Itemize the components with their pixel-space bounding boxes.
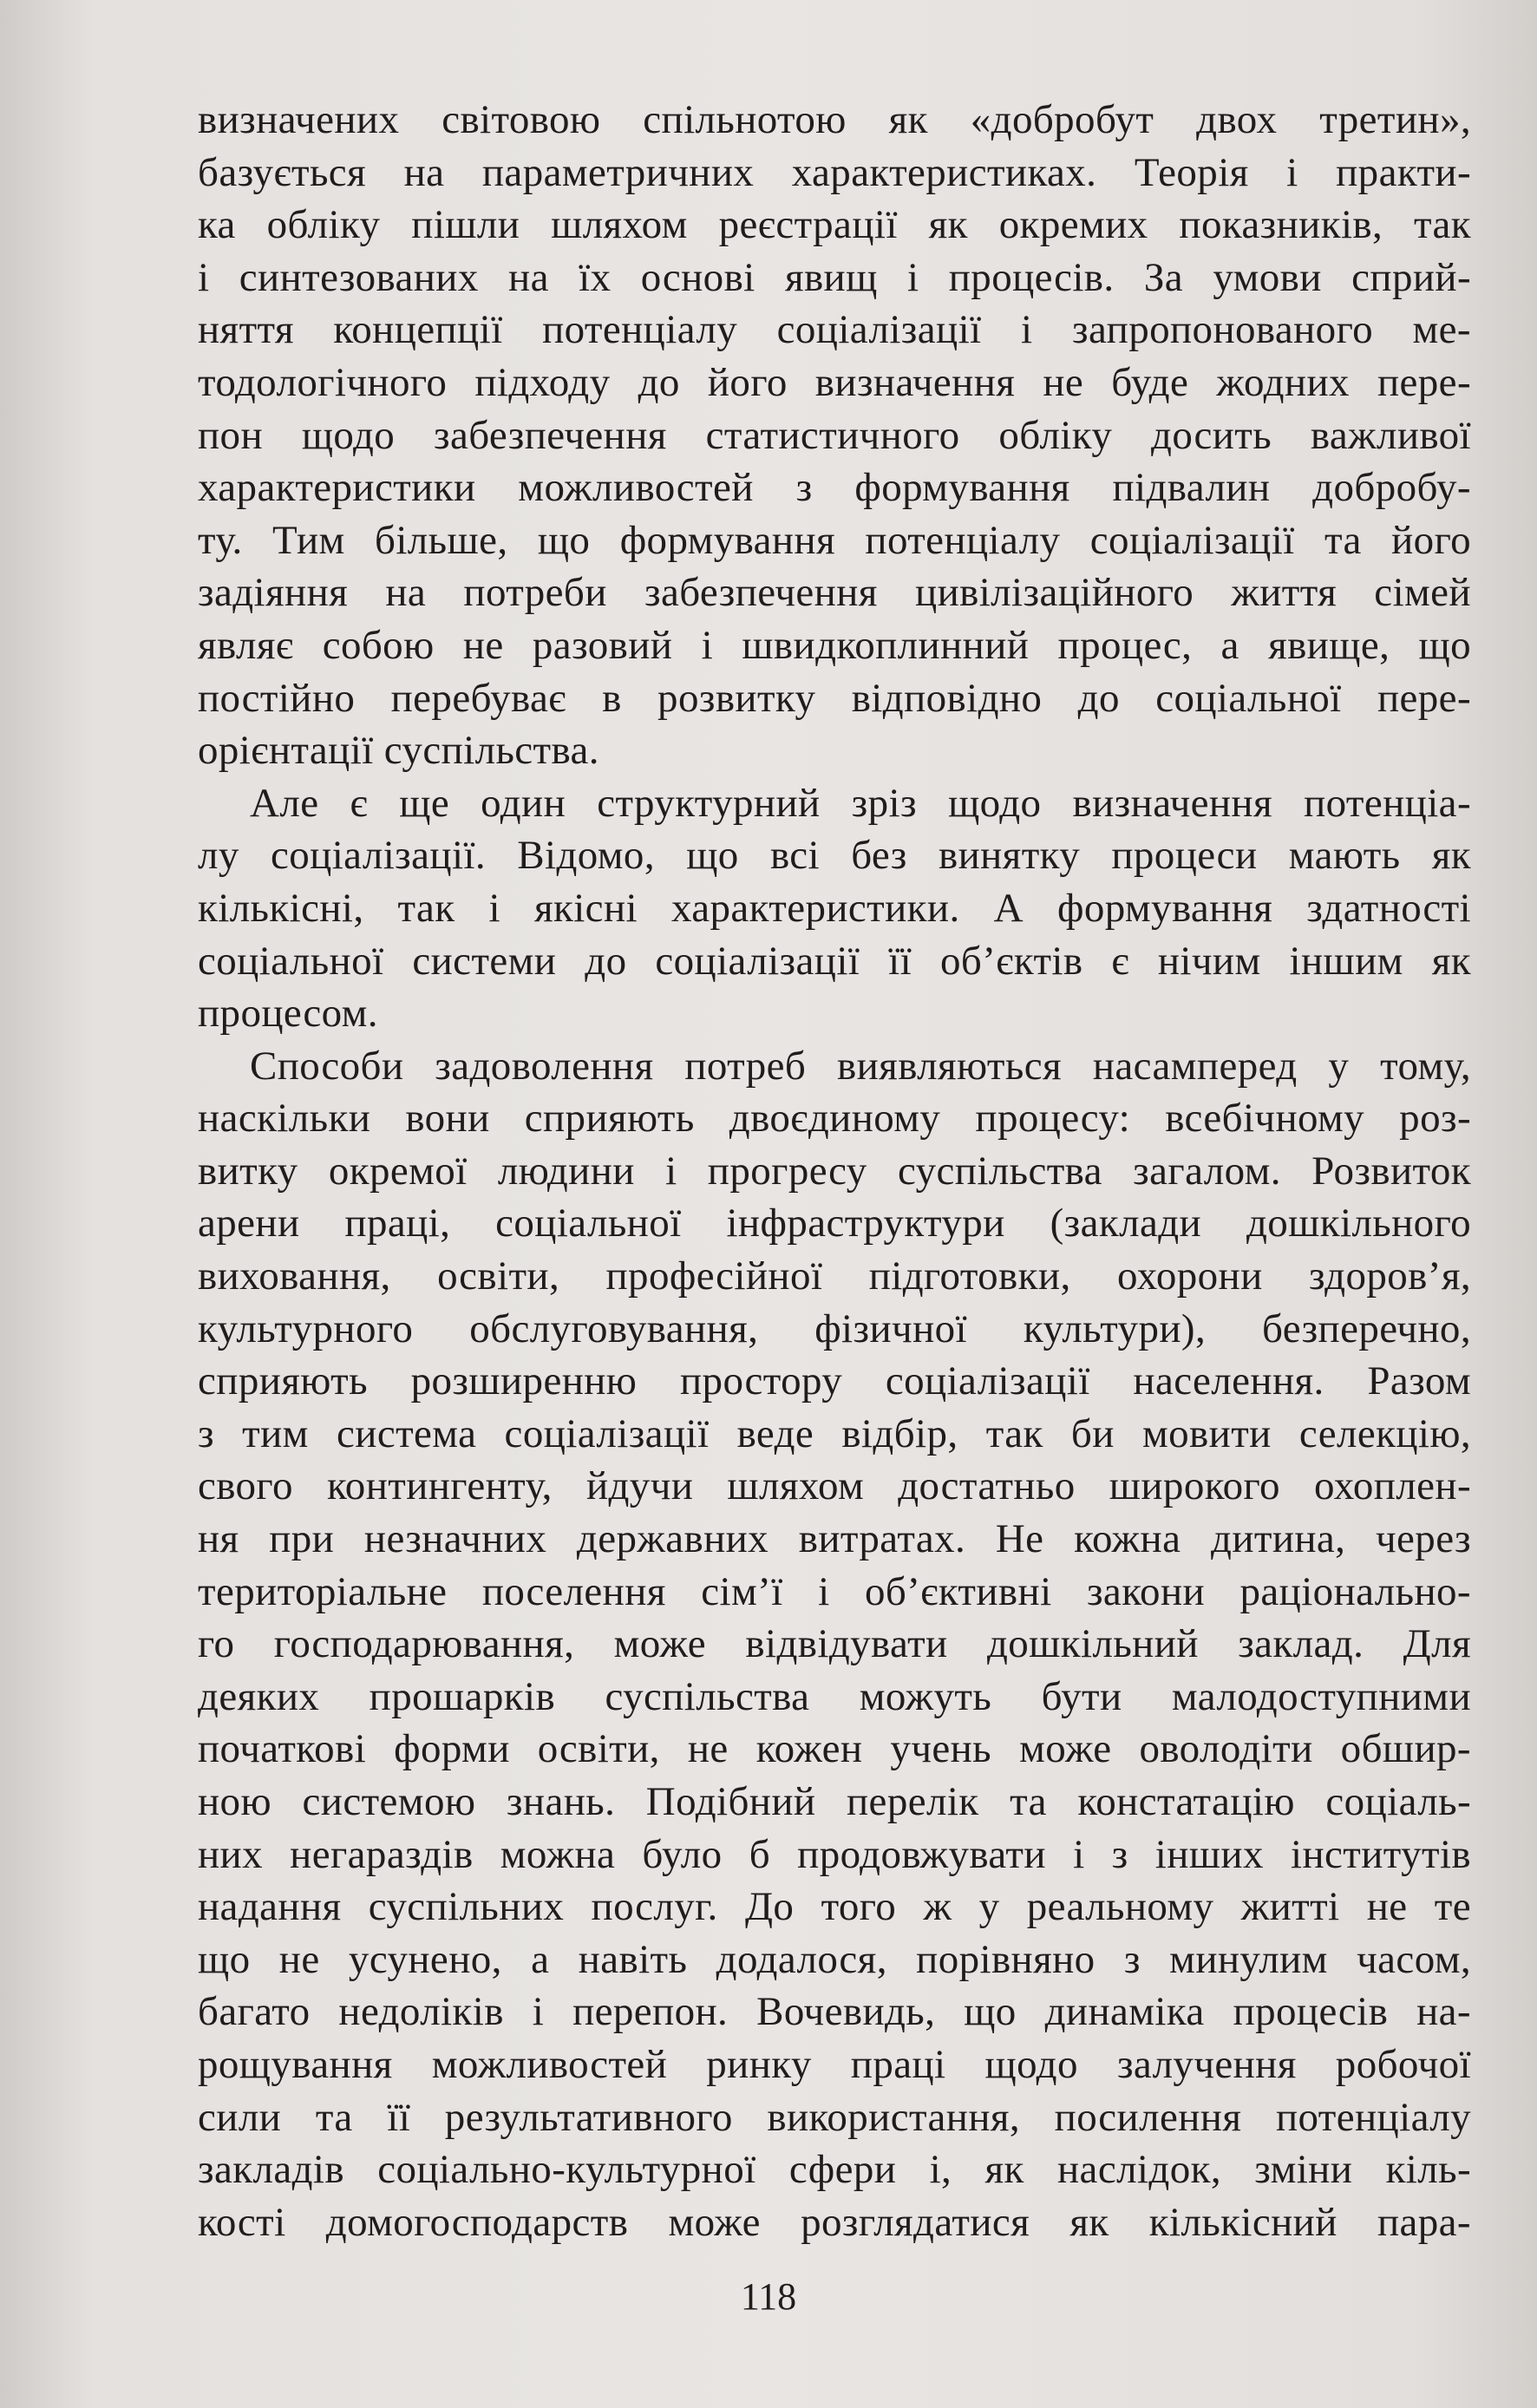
text-line: початкові форми освіти, не кожен учень може оволодіти обшир- [198,1726,1471,1772]
text-line: базується на параметричних характеристиках. Теорія і практи- [198,149,1471,195]
text-line: арени праці, соціальної інфраструктури (заклади дошкільного [198,1201,1471,1247]
text-line: сприяють розширенню простору соціалізації населення. Разом [198,1358,1471,1404]
text-line: лу соціалізації. Відомо, що всі без винятку процеси мають як [198,833,1471,879]
text-line: з тим система соціалізації веде відбір, так би мовити селекцію, [198,1410,1471,1456]
text-line: і синтезованих на їх основі явищ і процесів. За умови сприй- [198,254,1471,300]
text-line: багато недоліків і перепон. Вочевидь, що динаміка процесів на- [198,1989,1471,2035]
text-line: няття концепції потенціалу соціалізації і запропонованого ме- [198,307,1471,353]
text-line: визначених світовою спільнотою як «добробут двох третин», [198,97,1471,142]
text-line: задіяння на потреби забезпечення цивілізаційного життя сімей [198,570,1471,616]
text-line: надання суспільних послуг. До того ж у реальному житті не те [198,1884,1471,1930]
text-line: деяких прошарків суспільства можуть бути малодоступними [198,1673,1471,1719]
text-line: рощування можливостей ринку праці щодо залучення робочої [198,2041,1471,2087]
page-number: 118 [740,2275,797,2318]
text-line: кості домогосподарств може розглядатися як кількісний пара- [198,2199,1471,2245]
text-line: являє собою не разовий і швидкоплинний процес, а явище, що [198,622,1471,668]
text-line: ту. Тим більше, що формування потенціалу соціалізації та його [198,517,1471,563]
body-text [198,94,1471,2248]
text-line: ною системою знань. Подібний перелік та констатацію соціаль- [198,1779,1471,1824]
text-line: що не усунено, а навіть додалося, порівняно з минулим часом, [198,1936,1471,1982]
text-line: пон щодо забезпечення статистичного обліку досить важливої [198,412,1471,458]
text-line: го господарювання, може відвідувати дошкільний заклад. Для [198,1621,1471,1667]
text-line: витку окремої людини і прогресу суспільства загалом. Розвиток [198,1148,1471,1194]
text-line: них негараздів можна було б продовжувати і з інших інститутів [198,1831,1471,1877]
text-line: територіальне поселення сім’ї і об’єктивні закони раціонально- [198,1568,1471,1614]
text-line: постійно перебуває в розвитку відповідно до соціальної пере- [198,675,1471,721]
text-line: закладів соціально-культурної сфери і, як наслідок, зміни кіль- [198,2147,1471,2193]
text-line: ня при незначних державних витратах. Не кожна дитина, через [198,1516,1471,1562]
text-line: процесом. [198,991,378,1037]
text-line: тодологічного підходу до його визначення не буде жодних пере- [198,359,1471,405]
text-line: Способи задоволення потреб виявляються насамперед у тому, [250,1043,1471,1089]
text-line: культурного обслуговування, фізичної культури), безперечно, [198,1305,1471,1351]
text-line: орієнтації суспільства. [198,728,599,774]
text-line: характеристики можливостей з формування підвалин добробу- [198,465,1471,511]
text-line: соціальної системи до соціалізації її об’єктів є нічим іншим як [198,938,1471,984]
text-line: наскільки вони сприяють двоєдиному процесу: всебічному роз- [198,1096,1471,1142]
text-line: свого контингенту, йдучи шляхом достатньо широкого охоплен- [198,1463,1471,1509]
text-line: кількісні, так і якісні характеристики. А формування здатності [198,885,1471,931]
text-line: Але є ще один структурний зріз щодо визначення потенціа- [250,780,1471,826]
text-line: виховання, освіти, професійної підготовки, охорони здоров’я, [198,1253,1471,1299]
text-line: ка обліку пішли шляхом реєстрації як окремих показників, так [198,202,1471,248]
text-line: сили та її результативного використання, посилення потенціалу [198,2094,1471,2140]
